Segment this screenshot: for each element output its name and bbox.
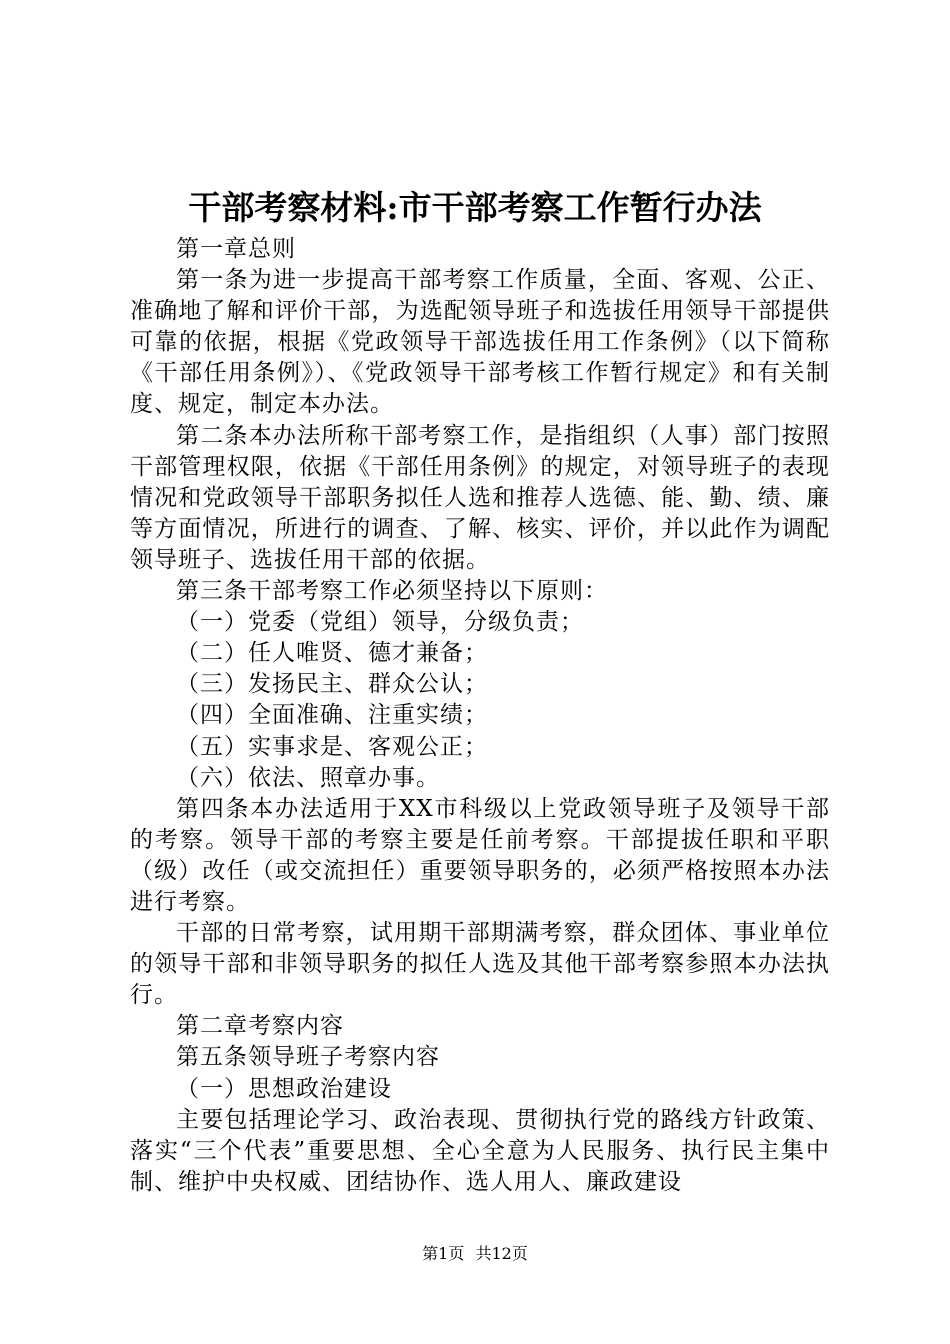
- principle-item: （六）依法、照章办事。: [176, 764, 440, 791]
- principle-item: （三）发扬民主、群众公认；: [176, 671, 488, 698]
- article-paragraph: 第四条本办法适用于XX市科级以上党政领导班子及领导干部的考察。领导干部的考察主要是任前考察。干部提拔任职和平职（级）改任（或交流担任）重要领导职务的，必须严格按照本办法进行考察。: [130, 795, 830, 915]
- principle-item: （二）任人唯贤、德才兼备；: [176, 640, 488, 667]
- page-number: 第1页: [422, 1244, 465, 1263]
- section-heading: （一）思想政治建设: [176, 1075, 392, 1102]
- chapter-heading: 第二章考察内容: [176, 1013, 344, 1040]
- document-body: [130, 234, 830, 1198]
- article-paragraph: 第二条本办法所称干部考察工作，是指组织（人事）部门按照干部管理权限，依据《干部任用条例》的规定，对领导班子的表现情况和党政领导干部职务拟任人选和推荐人选德、能、勤、绩、廉等方面情况，所进行的调查、了解、核实、评价，并以此作为调配领导班子、选拔任用干部的依据。: [130, 422, 830, 573]
- article-paragraph: 第三条干部考察工作必须坚持以下原则：: [176, 578, 608, 605]
- document-title: 干部考察材料:市干部考察工作暂行办法: [188, 188, 762, 227]
- article-paragraph: 主要包括理论学习、政治表现、贯彻执行党的路线方针政策、落实“三个代表”重要思想、全心全意为人民服务、执行民主集中制、维护中央权威、团结协作、选人用人、廉政建设: [130, 1106, 830, 1195]
- article-paragraph: 第一条为进一步提高干部考察工作质量，全面、客观、公正、准确地了解和评价干部，为选配领导班子和选拔任用领导干部提供可靠的依据，根据《党政领导干部选拔任用工作条例》（以下简称《干部任用条例》）、《党政领导干部考核工作暂行规定》和有关制度、规定，制定本办法。: [130, 267, 830, 418]
- principle-item: （五）实事求是、客观公正；: [176, 733, 488, 760]
- page-total: 共12页: [475, 1244, 528, 1263]
- article-heading: 第五条领导班子考察内容: [176, 1044, 440, 1071]
- chapter-heading: 第一章总则: [176, 236, 296, 262]
- principle-item: （四）全面准确、注重实绩；: [176, 702, 488, 729]
- page-footer: [0, 1242, 950, 1266]
- article-paragraph: 干部的日常考察，试用期干部期满考察，群众团体、事业单位的领导干部和非领导职务的拟任人选及其他干部考察参照本办法执行。: [130, 920, 830, 1009]
- principle-item: （一）党委（党组）领导，分级负责；: [176, 609, 584, 636]
